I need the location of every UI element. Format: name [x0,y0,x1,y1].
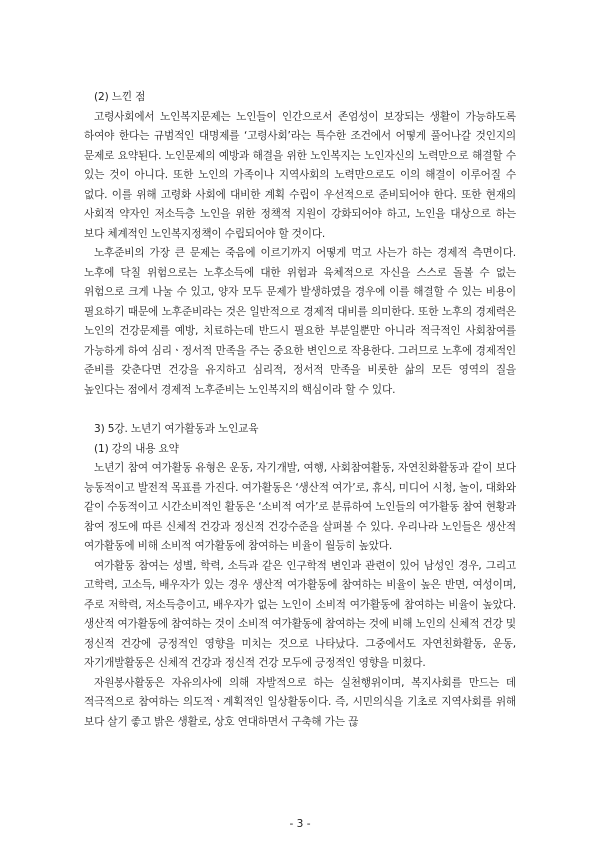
paragraph: 여가활동 참여는 성별, 학력, 소득과 같은 인구학적 변인과 관련이 있어 남성인 경우, 그리고 고학력, 고소득, 배우자가 있는 경우 생산적 여가활동에 참여하는 비율이 높은 반면, 여성이며, 주로 저학력, 저소득층이고, 배우자가 없는 노인이 소비적 여가활동에 참여하는 비율이 높았다. 생산적 여가활동에 참여하는 것이 소비적 여가활동에 참여하는 것에 비해 노인의 신체적 건강 및 정신적 건강에 긍정적인 영향을 미치는 것으로 나타났다. 그중에서도 자연친화활동, 운동, 자기개발활동은 신체적 건강과 정신적 건강 모두에 긍정적인 영향을 미쳤다. [84,559,516,669]
section-spacer [84,400,516,420]
paragraph: 고령사회에서 노인복지문제는 노인들이 인간으로서 존엄성이 보장되는 생활이 가능하도록 하여야 한다는 규범적인 대명제를 ‘고령사회’라는 특수한 조건에서 어떻게 풀어나갈 것인지의 문제로 요약된다. 노인문제의 예방과 해결을 위한 노인복지는 노인자신의 노력만으로 해결할 수 있는 것이 아니다. 또한 노인의 가족이나 지역사회의 노력만으로도 이의 해결이 이루어질 수 없다. 이를 위해 고령화 사회에 대비한 계획 수립이 우선적으로 준비되어야 한다. 또한 현재의 사회적 약자인 저소득층 노인을 위한 정책적 지원이 강화되어야 하고, 노인을 대상으로 하는 보다 체계적인 노인복지정책이 수립되어야 할 것이다. [84,110,516,240]
section-heading-lecture-5: 3) 5강. 노년기 여가활동과 노인교육 [94,423,259,435]
paragraph: 노후준비의 가장 큰 문제는 죽음에 이르기까지 어떻게 먹고 사는가 하는 경제적 측면이다. 노후에 닥칠 위험으로는 노후소득에 대한 위험과 육체적으로 자신을 스스로 돌볼 수 없는 위험으로 크게 나눌 수 있고, 양자 모두 문제가 발생하였을 경우에 이를 해결할 수 있는 비용이 필요하기 때문에 노후준비라는 것은 일반적으로 경제적 대비를 의미한다. 또한 노후의 경제력은 노인의 건강문제를 예방, 치료하는데 반드시 필요한 부분일뿐만 아니라 적극적인 사회참여를 가능하게 하여 심리ㆍ정서적 만족을 주는 중요한 변인으로 작용한다. 그러므로 노후에 경제적인 준비를 갖춘다면 건강을 유지하고 심리적, 정서적 만족을 비롯한 삶의 모든 영역의 질을 높인다는 점에서 경제적 노후준비는 노인복지의 핵심이라 할 수 있다. [84,247,516,396]
paragraph: 자원봉사활동은 자유의사에 의해 자발적으로 하는 실천행위이며, 복지사회를 만드는 데 적극적으로 참여하는 의도적ㆍ계획적인 일상활동이다. 즉, 시민의식을 기초로 지역사회를 위해 보다 살기 좋고 밝은 생활로, 상호 연대하면서 구축해 가는 끊 [84,676,516,728]
paragraph: 노년기 참여 여가활동 유형은 운동, 자기개발, 여행, 사회참여활동, 자연친화활동과 같이 보다 능동적이고 발전적 목표를 가진다. 여가활동은 ‘생산적 여가’로, 휴식, 미디어 시청, 놀이, 대화와 같이 수동적이고 시간소비적인 활동은 ‘소비적 여가’로 분류하여 노인들의 여가활동 참여 현황과 참여 정도에 따른 신체적 건강과 정신적 건강수준을 살펴볼 수 있다. 우리나라 노인들은 생산적 여가활동에 비해 소비적 여가활동에 참여하는 비율이 월등히 높았다. [84,462,516,552]
section-heading-feelings: (2) 느낀 점 [94,91,146,103]
page-number: - 3 - [289,818,311,830]
section-heading-summary: (1) 강의 내용 요약 [94,442,179,455]
page-body [84,88,516,732]
